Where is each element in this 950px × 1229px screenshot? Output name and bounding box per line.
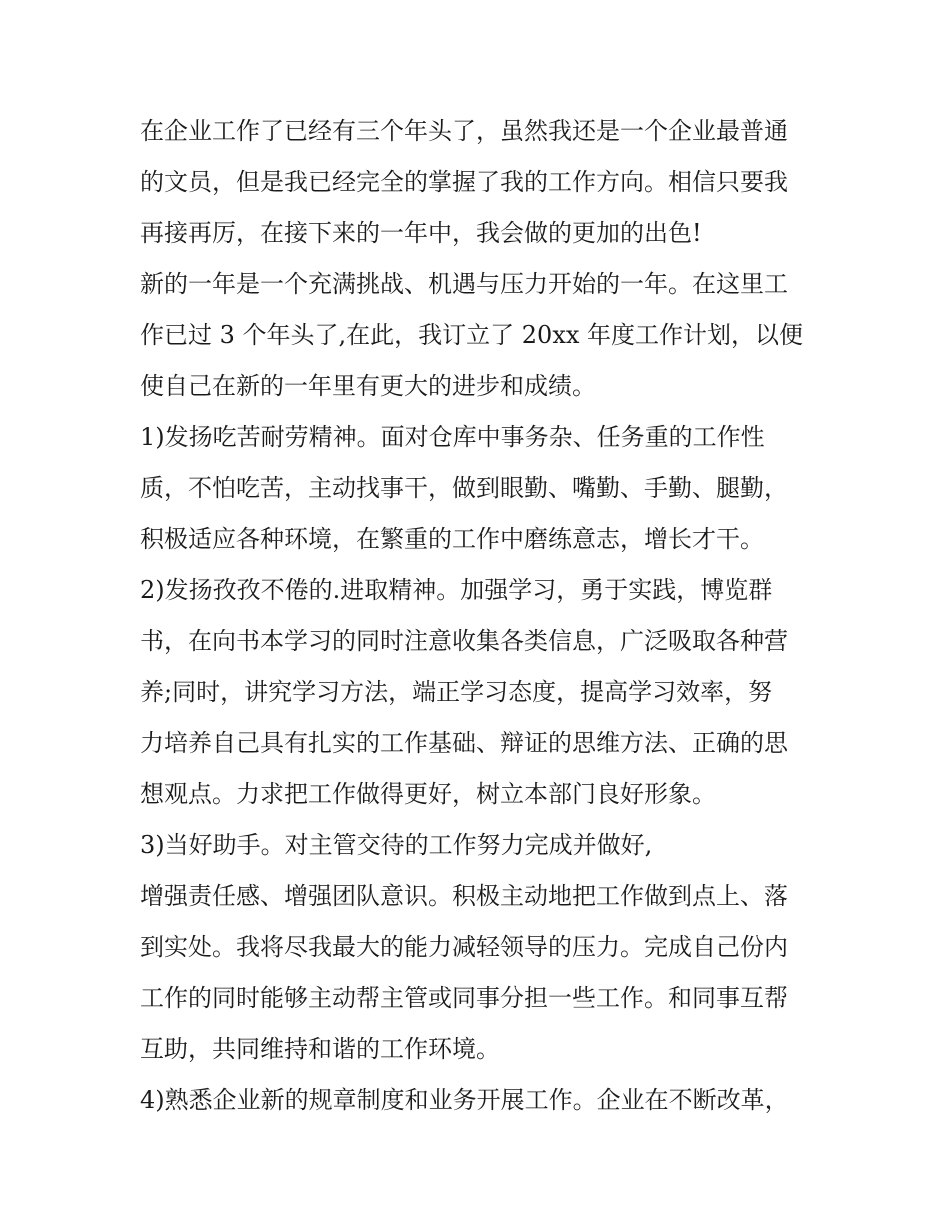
text-line: 书，在向书本学习的同时注意收集各类信息，广泛吸取各种营: [140, 627, 788, 655]
text-line: 想观点。力求把工作做得更好，树立本部门良好形象。: [140, 780, 716, 808]
text-line: 养;同时，讲究学习方法，端正学习态度，提高学习效率，努: [140, 678, 773, 706]
text-line: 3)当好助手。对主管交待的工作努力完成并做好,: [140, 831, 653, 859]
text-line: 再接再厉，在接下来的一年中，我会做的更加的出色!: [140, 219, 702, 247]
text-line: 在企业工作了已经有三个年头了，虽然我还是一个企业最普通: [140, 117, 788, 145]
text-line: 新的一年是一个充满挑战、机遇与压力开始的一年。在这里工: [140, 270, 788, 298]
text-line: 力培养自己具有扎实的工作基础、辩证的思维方法、正确的思: [140, 729, 788, 757]
text-line: 1)发扬吃苦耐劳精神。面对仓库中事务杂、任务重的工作性: [140, 423, 765, 451]
text-line: 增强责任感、增强团队意识。积极主动地把工作做到点上、落: [140, 882, 788, 910]
text-line: 积极适应各种环境，在繁重的工作中磨练意志，增长才干。: [140, 525, 764, 553]
document-body: [140, 106, 815, 1126]
text-line: 2)发扬孜孜不倦的.进取精神。加强学习，勇于实践，博览群: [140, 576, 773, 604]
text-line: 4)熟悉企业新的规章制度和业务开展工作。企业在不断改革，: [140, 1086, 789, 1114]
text-line: 的文员，但是我已经完全的掌握了我的工作方向。相信只要我: [140, 168, 788, 196]
text-line: 到实处。我将尽我最大的能力减轻领导的压力。完成自己份内: [140, 933, 788, 961]
text-line: 互助，共同维持和谐的工作环境。: [140, 1035, 500, 1063]
text-line: 工作的同时能够主动帮主管或同事分担一些工作。和同事互帮: [140, 984, 788, 1012]
text-line: 质，不怕吃苦，主动找事干，做到眼勤、嘴勤、手勤、腿勤，: [140, 474, 788, 502]
text-line: 作已过 3 个年头了,在此，我订立了 20xx 年度工作计划，以便: [140, 321, 804, 349]
text-line: 使自己在新的一年里有更大的进步和成绩。: [140, 372, 596, 400]
